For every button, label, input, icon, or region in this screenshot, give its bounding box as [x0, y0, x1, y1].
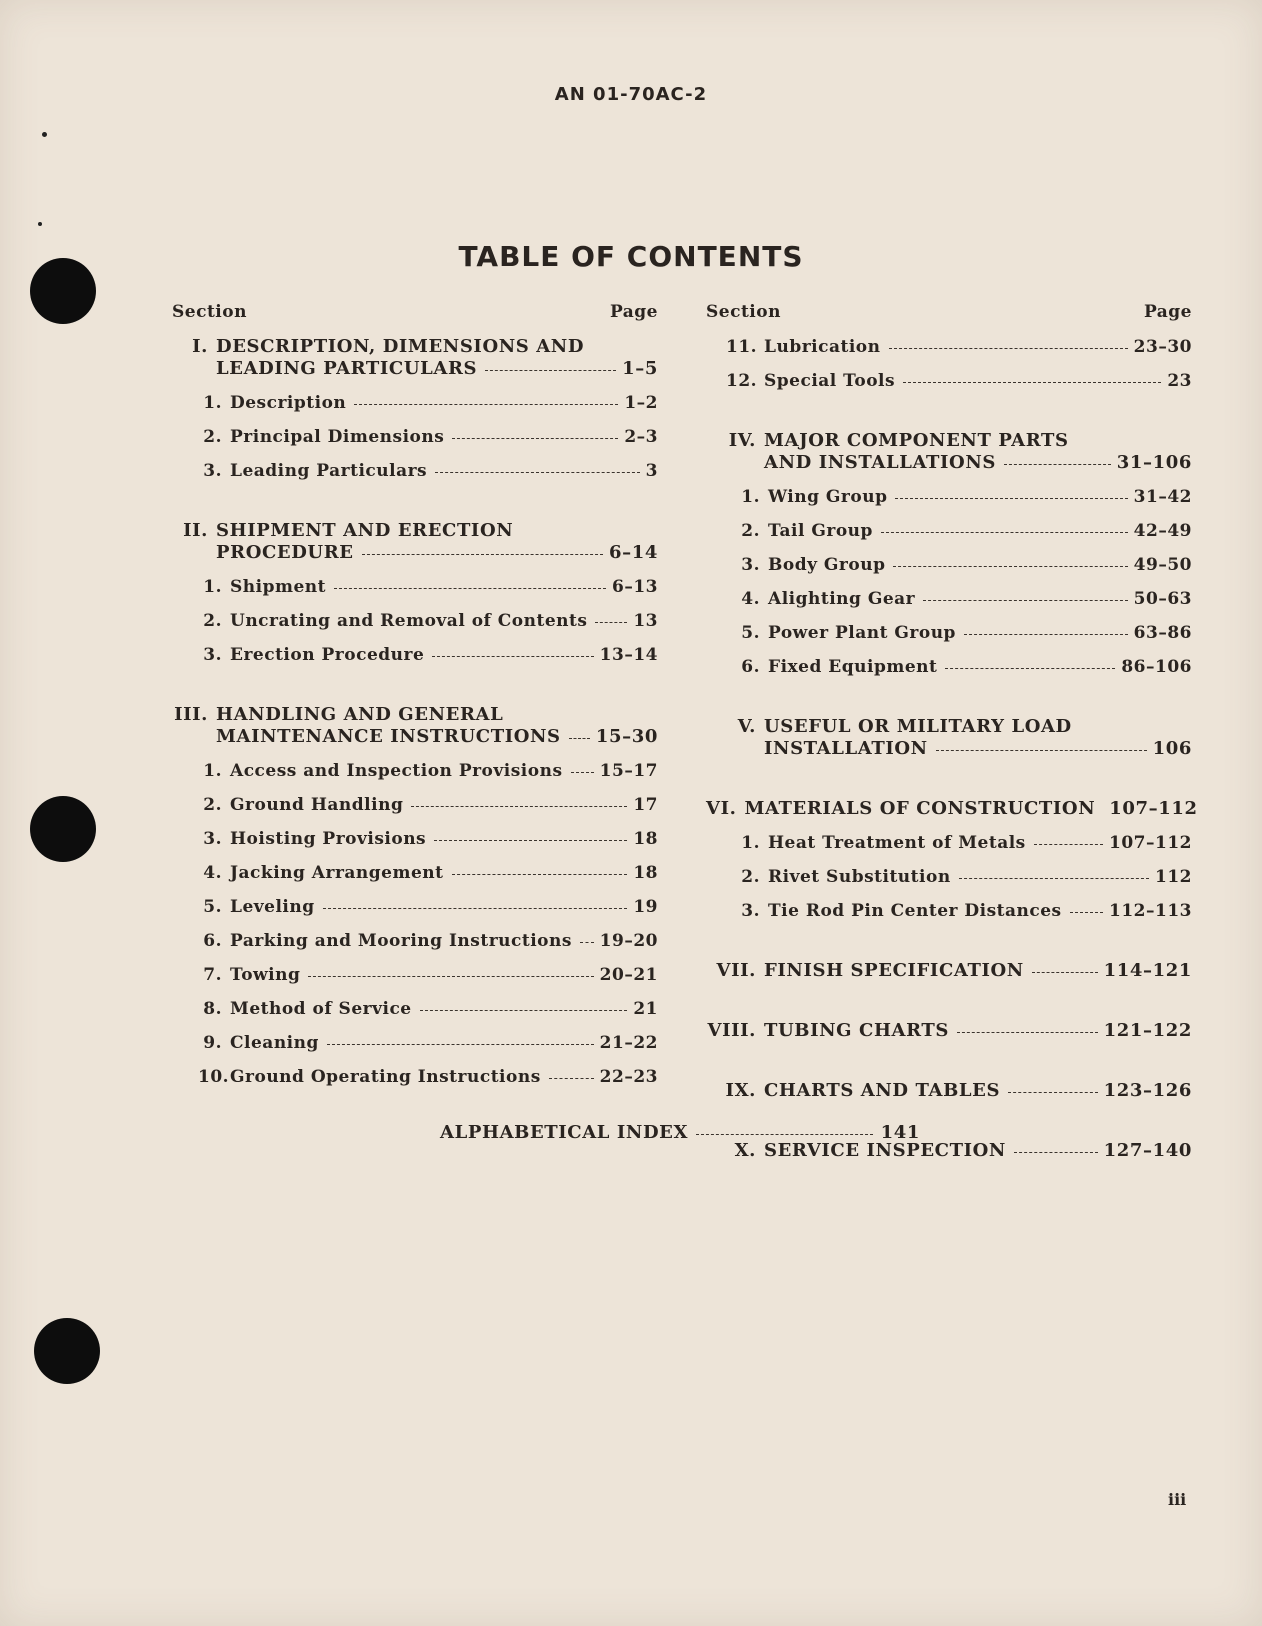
toc-section — [706, 716, 1192, 772]
item-page: 6–13 — [612, 577, 658, 597]
item-page: 13 — [633, 611, 658, 631]
item-number: 3. — [203, 461, 222, 481]
toc-item[interactable] — [172, 964, 658, 998]
toc-item[interactable] — [706, 622, 1192, 656]
item-label: Towing — [230, 965, 301, 985]
item-page: 21–22 — [599, 1033, 658, 1053]
leader-dots — [903, 382, 1161, 383]
item-label: Jacking Arrangement — [230, 863, 444, 883]
section-heading-final[interactable] — [706, 1080, 1192, 1114]
binder-hole-bottom — [34, 1318, 100, 1384]
toc-item[interactable] — [172, 644, 658, 678]
item-page: 3 — [645, 461, 658, 481]
section-heading-line — [172, 704, 658, 726]
column-header — [706, 302, 1192, 322]
item-number: 3. — [203, 645, 222, 665]
section-page: 123–126 — [1103, 1080, 1192, 1101]
toc-item[interactable] — [172, 460, 658, 494]
leader-dots — [323, 908, 628, 909]
item-page: 112–113 — [1109, 901, 1192, 921]
item-number: 9. — [203, 1033, 222, 1053]
section-heading-line — [706, 716, 1192, 738]
item-page: 23 — [1167, 371, 1192, 391]
item-number: 12. — [726, 371, 758, 391]
item-label: Lubrication — [764, 337, 881, 357]
item-label: Body Group — [768, 555, 886, 575]
toc-item[interactable] — [706, 486, 1192, 520]
toc-item[interactable] — [706, 370, 1192, 404]
item-page: 13–14 — [599, 645, 658, 665]
item-label: Power Plant Group — [768, 623, 956, 643]
item-page: 42–49 — [1133, 521, 1192, 541]
leader-dots — [411, 806, 627, 807]
item-number: 4. — [203, 863, 222, 883]
item-page: 18 — [633, 829, 658, 849]
leader-dots — [936, 750, 1147, 751]
item-label: Parking and Mooring Instructions — [230, 931, 572, 951]
item-label: Tail Group — [768, 521, 873, 541]
section-heading-final[interactable] — [172, 358, 658, 392]
section-page: 31–106 — [1116, 452, 1192, 473]
leader-dots — [549, 1078, 594, 1079]
item-number: 11. — [726, 337, 758, 357]
toc-left-column — [172, 302, 658, 1126]
right-sections — [706, 430, 1198, 1174]
item-label: Hoisting Provisions — [230, 829, 427, 849]
leader-dots — [434, 840, 627, 841]
toc-section — [172, 520, 658, 678]
section-title: LEADING PARTICULARS — [216, 358, 478, 379]
leader-dots — [889, 348, 1128, 349]
leader-dots — [362, 554, 603, 555]
column-header — [172, 302, 658, 322]
section-title: MAJOR COMPONENT PARTS — [764, 430, 1069, 451]
toc-item[interactable] — [172, 760, 658, 794]
toc-section — [706, 430, 1192, 690]
speck-mark — [42, 132, 47, 137]
item-number: 1. — [741, 487, 760, 507]
section-heading-final[interactable] — [706, 960, 1192, 994]
item-number: 5. — [741, 623, 760, 643]
item-page: 1–2 — [624, 393, 658, 413]
section-page: 6–14 — [609, 542, 658, 563]
toc-item[interactable] — [706, 588, 1192, 622]
binder-hole-middle — [30, 796, 96, 862]
item-label: Alighting Gear — [768, 589, 916, 609]
item-page: 22–23 — [599, 1067, 658, 1087]
item-page: 63–86 — [1133, 623, 1192, 643]
leader-dots — [1004, 464, 1111, 465]
section-heading-line — [172, 520, 658, 542]
page-header-label: Page — [609, 302, 658, 322]
item-number: 1. — [203, 393, 222, 413]
index-label: ALPHABETICAL INDEX — [440, 1122, 689, 1143]
item-number: 3. — [741, 555, 760, 575]
section-title: FINISH SPECIFICATION — [764, 960, 1024, 981]
item-number: 2. — [203, 611, 222, 631]
section-page: 107–112 — [1109, 798, 1198, 819]
toc-item[interactable] — [172, 392, 658, 426]
item-page: 112 — [1155, 867, 1192, 887]
toc-section — [706, 1020, 1192, 1054]
item-label: Tie Rod Pin Center Distances — [768, 901, 1062, 921]
toc-section — [706, 960, 1192, 994]
item-page: 19–20 — [599, 931, 658, 951]
item-page: 86–106 — [1121, 657, 1192, 677]
toc-right-column — [706, 302, 1198, 1200]
section-roman: IX. — [725, 1080, 756, 1101]
item-label: Fixed Equipment — [768, 657, 938, 677]
index-page: 141 — [880, 1122, 920, 1143]
leader-dots — [1008, 1092, 1098, 1093]
item-label: Ground Operating Instructions — [230, 1067, 541, 1087]
item-label: Rivet Substitution — [768, 867, 951, 887]
leader-dots — [420, 1010, 628, 1011]
section-roman: III. — [174, 704, 208, 725]
toc-section — [706, 798, 1198, 934]
section-roman: VI. — [706, 798, 737, 819]
section-title: HANDLING AND GENERAL — [216, 704, 504, 725]
leader-dots — [452, 438, 618, 439]
leader-dots — [1032, 972, 1098, 973]
toc-section — [706, 1140, 1192, 1174]
leader-dots — [334, 588, 606, 589]
leader-dots — [893, 566, 1127, 567]
toc-item[interactable] — [706, 554, 1192, 588]
toc-item[interactable] — [172, 896, 658, 930]
item-number: 2. — [741, 867, 760, 887]
item-label: Leveling — [230, 897, 315, 917]
toc-item[interactable] — [172, 1032, 658, 1066]
section-title: MATERIALS OF CONSTRUCTION — [744, 798, 1096, 819]
section-page: 1–5 — [622, 358, 658, 379]
section-roman: II. — [183, 520, 208, 541]
item-number: 2. — [741, 521, 760, 541]
left-sections — [172, 336, 658, 1100]
item-label: Method of Service — [230, 999, 412, 1019]
item-label: Wing Group — [768, 487, 888, 507]
item-number: 3. — [741, 901, 760, 921]
section-roman: I. — [192, 336, 208, 357]
leader-dots — [354, 404, 618, 405]
item-number: 7. — [203, 965, 222, 985]
item-page: 23–30 — [1133, 337, 1192, 357]
continued-items — [706, 336, 1192, 404]
toc-item[interactable] — [172, 998, 658, 1032]
item-number: 1. — [741, 833, 760, 853]
leader-dots — [432, 656, 593, 657]
toc-item[interactable] — [706, 866, 1192, 900]
section-heading-final[interactable] — [706, 1140, 1192, 1174]
section-page: 114–121 — [1103, 960, 1192, 981]
item-label: Leading Particulars — [230, 461, 428, 481]
item-page: 19 — [633, 897, 658, 917]
section-heading-final[interactable] — [172, 726, 658, 760]
section-heading-line — [706, 430, 1192, 452]
item-number: 1. — [203, 761, 222, 781]
section-title: SHIPMENT AND ERECTION — [216, 520, 514, 541]
toc-item[interactable] — [172, 610, 658, 644]
toc-item[interactable] — [172, 426, 658, 460]
item-number: 2. — [203, 427, 222, 447]
section-roman: VIII. — [707, 1020, 756, 1041]
leader-dots — [1070, 912, 1103, 913]
item-page: 50–63 — [1133, 589, 1192, 609]
item-label: Heat Treatment of Metals — [768, 833, 1026, 853]
item-label: Cleaning — [230, 1033, 319, 1053]
section-title: SERVICE INSPECTION — [764, 1140, 1006, 1161]
item-page: 31–42 — [1133, 487, 1192, 507]
leader-dots — [1034, 844, 1103, 845]
toc-item[interactable] — [172, 862, 658, 896]
toc-item[interactable] — [706, 900, 1192, 934]
toc-item[interactable] — [706, 336, 1192, 370]
item-number: 1. — [203, 577, 222, 597]
item-number: 3. — [203, 829, 222, 849]
item-number: 6. — [203, 931, 222, 951]
section-heading-final[interactable] — [706, 452, 1192, 486]
toc-item[interactable] — [172, 828, 658, 862]
section-header-label: Section — [706, 302, 781, 322]
item-label: Description — [230, 393, 347, 413]
leader-dots — [964, 634, 1128, 635]
leader-dots — [696, 1134, 873, 1135]
section-title: MAINTENANCE INSTRUCTIONS — [216, 726, 561, 747]
leader-dots — [945, 668, 1115, 669]
item-page: 2–3 — [624, 427, 658, 447]
item-label: Access and Inspection Provisions — [230, 761, 563, 781]
document-id: AN 01-70AC-2 — [554, 84, 708, 105]
section-heading-final[interactable] — [706, 1020, 1192, 1054]
item-number: 8. — [203, 999, 222, 1019]
section-page: 127–140 — [1103, 1140, 1192, 1161]
toc-item[interactable] — [706, 832, 1192, 866]
item-page: 49–50 — [1133, 555, 1192, 575]
leader-dots — [1014, 1152, 1098, 1153]
toc-item[interactable] — [172, 576, 658, 610]
leader-dots — [569, 738, 590, 739]
item-label: Special Tools — [764, 371, 896, 391]
section-title: PROCEDURE — [216, 542, 354, 563]
section-heading-final[interactable] — [706, 738, 1192, 772]
section-page: 106 — [1152, 738, 1192, 759]
item-page: 20–21 — [599, 965, 658, 985]
leader-dots — [923, 600, 1128, 601]
section-page: 121–122 — [1103, 1020, 1192, 1041]
item-number: 5. — [203, 897, 222, 917]
toc-section — [172, 336, 658, 494]
section-title: CHARTS AND TABLES — [764, 1080, 1001, 1101]
toc-item[interactable] — [172, 930, 658, 964]
leader-dots — [881, 532, 1128, 533]
leader-dots — [327, 1044, 594, 1045]
toc-item[interactable] — [172, 794, 658, 828]
section-header-label: Section — [172, 302, 247, 322]
section-heading-final[interactable] — [706, 798, 1198, 832]
page-header-label: Page — [1143, 302, 1192, 322]
section-heading-final[interactable] — [172, 542, 658, 576]
item-label: Erection Procedure — [230, 645, 425, 665]
section-roman: X. — [734, 1140, 756, 1161]
leader-dots — [485, 370, 616, 371]
section-title: USEFUL OR MILITARY LOAD — [764, 716, 1072, 737]
section-page: 15–30 — [595, 726, 658, 747]
leader-dots — [452, 874, 628, 875]
section-roman: V. — [737, 716, 756, 737]
toc-item[interactable] — [706, 656, 1192, 690]
leader-dots — [571, 772, 594, 773]
section-title: INSTALLATION — [764, 738, 928, 759]
section-roman: VII. — [716, 960, 756, 981]
item-number: 6. — [741, 657, 760, 677]
item-page: 17 — [633, 795, 658, 815]
item-label: Uncrating and Removal of Contents — [230, 611, 588, 631]
item-page: 21 — [633, 999, 658, 1019]
section-heading-line — [172, 336, 658, 358]
item-page: 107–112 — [1109, 833, 1192, 853]
item-number: 2. — [203, 795, 222, 815]
leader-dots — [435, 472, 640, 473]
page-number: iii — [1168, 1490, 1187, 1509]
section-title: AND INSTALLATIONS — [764, 452, 996, 473]
item-label: Shipment — [230, 577, 326, 597]
section-roman: IV. — [728, 430, 756, 451]
leader-dots — [957, 1032, 1098, 1033]
toc-item[interactable] — [706, 520, 1192, 554]
item-page: 15–17 — [599, 761, 658, 781]
leader-dots — [595, 622, 627, 623]
page-title: TABLE OF CONTENTS — [458, 240, 804, 273]
item-number: 4. — [741, 589, 760, 609]
leader-dots — [580, 942, 594, 943]
section-title: DESCRIPTION, DIMENSIONS AND — [216, 336, 585, 357]
leader-dots — [308, 976, 593, 977]
item-label: Principal Dimensions — [230, 427, 445, 447]
toc-section — [706, 1080, 1192, 1114]
item-number: 10. — [198, 1067, 230, 1087]
toc-section — [172, 704, 658, 1100]
section-title: TUBING CHARTS — [764, 1020, 949, 1041]
item-label: Ground Handling — [230, 795, 404, 815]
leader-dots — [895, 498, 1127, 499]
item-page: 18 — [633, 863, 658, 883]
leader-dots — [959, 878, 1149, 879]
toc-item[interactable] — [172, 1066, 658, 1100]
alphabetical-index-entry[interactable] — [440, 1122, 920, 1143]
speck-mark — [38, 222, 42, 226]
